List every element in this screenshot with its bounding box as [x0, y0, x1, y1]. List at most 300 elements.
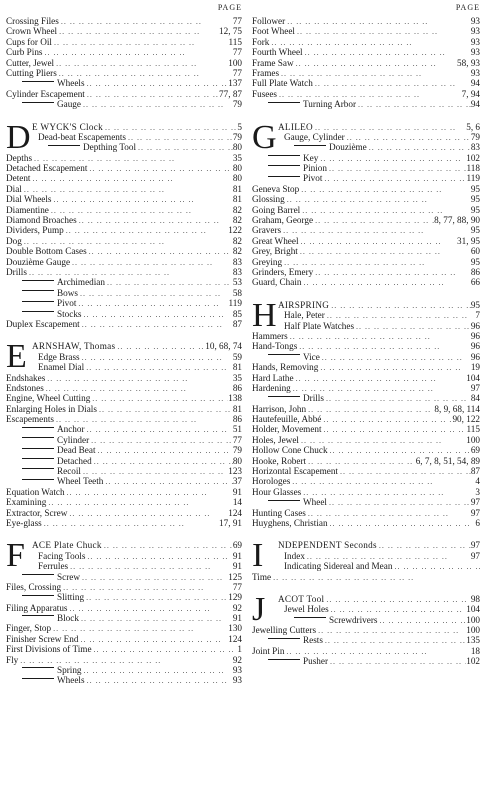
index-entry — [6, 37, 242, 47]
entry-page: 93 — [232, 675, 242, 686]
index-entry — [252, 184, 480, 194]
entry-term-text: Dead Beat — [57, 445, 96, 456]
index-entry — [252, 373, 480, 383]
index-entry — [252, 68, 480, 78]
index-entry — [6, 26, 242, 36]
entry-term — [252, 341, 297, 351]
dot-leader — [31, 174, 233, 184]
dot-leader — [80, 353, 233, 363]
entry-term-text: ALILEO — [278, 121, 313, 132]
entry-term — [6, 487, 65, 497]
entry-page: 93 — [470, 26, 480, 37]
dot-leader — [52, 38, 229, 48]
entry-term-text: Files, Crossing — [6, 581, 62, 592]
index-entry — [252, 205, 480, 215]
repeat-dash — [22, 448, 54, 449]
index-entry — [278, 615, 480, 625]
letter-section — [252, 296, 480, 529]
entry-term — [6, 173, 31, 183]
index-entry — [252, 352, 480, 362]
index-entry — [6, 518, 242, 528]
entry-term-text: Gauge, Cylinder — [284, 131, 345, 142]
entry-page: 95 — [470, 299, 480, 310]
entry-term — [6, 466, 81, 476]
entry-term-text: ACOT Tool — [278, 593, 325, 604]
entry-term — [32, 132, 126, 142]
entry-page: 96 — [470, 320, 480, 331]
entry-page: 80 — [232, 163, 242, 174]
entry-term-text: Hammers — [252, 330, 288, 341]
repeat-dash — [294, 145, 326, 146]
entry-term — [6, 153, 32, 163]
entry-page: 82 — [232, 235, 242, 246]
entry-term — [6, 267, 27, 277]
entry-term — [6, 194, 52, 204]
entry-term — [252, 424, 322, 434]
entry-term-text: Endstones — [6, 382, 44, 393]
dot-leader — [85, 676, 233, 686]
entry-page: 97 — [470, 540, 480, 551]
entry-term — [6, 518, 42, 528]
entry-term — [252, 518, 328, 528]
entry-term-text: Cups for Oil — [6, 36, 52, 47]
entry-term-text: Archimedian — [57, 277, 105, 288]
entry-term — [6, 435, 89, 445]
drop-cap-letter: J — [252, 590, 266, 628]
entry-term — [252, 99, 356, 109]
index-entry — [6, 383, 242, 393]
entry-term — [278, 321, 354, 331]
dot-leader — [78, 289, 233, 299]
dot-leader — [288, 332, 471, 342]
entry-term — [32, 341, 115, 351]
entry-page: 79 — [232, 445, 242, 456]
entry-term-text: Glossing — [252, 194, 285, 205]
entry-term — [252, 625, 316, 635]
entry-term — [252, 445, 328, 455]
index-entry — [6, 644, 242, 654]
entry-page: 84 — [470, 393, 480, 404]
entry-term-text: Index — [284, 550, 305, 561]
entry-term-text: Crown Wheel — [6, 26, 58, 37]
entry-term — [6, 26, 57, 36]
dot-leader — [377, 616, 466, 626]
entry-term-text: Dead-beat Escapements — [38, 131, 127, 142]
entry-term — [252, 331, 288, 341]
entry-term — [252, 16, 285, 26]
entry-list — [6, 338, 242, 528]
entry-term — [6, 572, 80, 582]
index-entry — [252, 26, 480, 36]
entry-term-text: Frames — [252, 67, 280, 78]
index-entry — [252, 435, 480, 445]
entry-term — [6, 414, 54, 424]
entry-term — [32, 362, 84, 372]
entry-page: 58, 93 — [457, 57, 480, 68]
entry-term-text: Wheel — [303, 497, 327, 508]
index-entry — [6, 487, 242, 497]
dot-leader — [65, 488, 233, 498]
entry-page: 96 — [470, 330, 480, 341]
entry-term — [252, 404, 306, 414]
entry-page: 82 — [232, 215, 242, 226]
entry-term-text: Bows — [57, 287, 78, 298]
entry-term — [6, 634, 78, 644]
entry-term-text: Extractor, Screw — [6, 507, 68, 518]
dot-leader — [97, 405, 233, 415]
entry-page: 138 — [228, 393, 242, 404]
entry-term — [6, 613, 79, 623]
entry-page: 122 — [228, 225, 242, 236]
entry-list — [252, 590, 480, 667]
entry-term — [6, 89, 85, 99]
entry-term — [252, 153, 318, 163]
entry-term-text: Enlarging Holes in Dials — [6, 403, 97, 414]
entry-term — [252, 393, 324, 403]
index-entry — [6, 78, 242, 88]
entry-term-text: Detached Escapement — [6, 163, 88, 174]
index-entry — [6, 508, 242, 518]
entry-term-text: Hour Glasses — [252, 486, 302, 497]
entry-term-text: Foot Wheel — [252, 26, 295, 37]
entry-page: 81 — [232, 362, 242, 373]
entry-term — [278, 540, 377, 550]
entry-term-text: Finger, Stop — [6, 623, 52, 634]
letter-section — [6, 338, 242, 528]
entry-page: 35 — [232, 152, 242, 163]
dot-leader — [320, 353, 471, 363]
repeat-dash — [22, 667, 54, 668]
index-entry — [6, 194, 242, 204]
entry-term — [6, 508, 67, 518]
entry-term-text: Edge Brass — [38, 351, 80, 362]
entry-term-text: Screw — [57, 571, 80, 582]
entry-term-text: AIRSPRING — [278, 299, 330, 310]
index-entry — [32, 362, 242, 372]
dot-leader — [87, 164, 232, 174]
repeat-dash — [22, 458, 54, 459]
entry-term-text: Greying — [252, 256, 283, 267]
entry-term-text: Fly — [6, 654, 19, 665]
dot-leader — [46, 498, 232, 508]
entry-term — [6, 277, 105, 287]
dot-leader — [126, 133, 233, 143]
index-entry — [6, 414, 242, 424]
entry-term — [6, 497, 46, 507]
index-entry — [252, 362, 480, 372]
dot-leader — [318, 154, 466, 164]
entry-list — [6, 16, 242, 110]
entry-term-text: Equation Watch — [6, 486, 65, 497]
dot-leader — [136, 143, 233, 153]
dot-leader — [81, 100, 233, 110]
index-entry — [6, 497, 242, 507]
entry-term-text: Jewelling Cutters — [252, 625, 317, 636]
entry-page: 10, 68, 74 — [205, 341, 242, 352]
dot-leader — [295, 27, 471, 37]
entry-term — [252, 456, 306, 466]
entry-term-text: Examining — [6, 497, 47, 508]
dot-leader — [377, 541, 471, 551]
index-entry — [6, 675, 242, 685]
entry-page: 82 — [232, 204, 242, 215]
index-entry — [252, 393, 480, 403]
repeat-dash — [268, 176, 300, 177]
dot-leader — [92, 645, 238, 655]
dot-leader — [285, 195, 471, 205]
index-entry — [32, 132, 242, 142]
letter-sections — [252, 118, 480, 667]
index-column-left — [6, 0, 242, 686]
entry-page: 95 — [470, 194, 480, 205]
entry-term — [6, 184, 22, 194]
entry-term — [6, 644, 92, 654]
entry-term — [252, 487, 301, 497]
entry-page: 137 — [228, 78, 242, 89]
entry-page: 100 — [466, 625, 480, 636]
dot-leader — [85, 552, 232, 562]
entry-page: 6, 7, 8, 51, 54, 89 — [415, 455, 480, 466]
entry-term-text: Screwdrivers — [329, 614, 378, 625]
entry-term-text: Recoil — [57, 466, 81, 477]
repeat-dash — [22, 427, 54, 428]
letter-section — [6, 537, 242, 686]
entry-term-text: Hands, Removing — [252, 362, 319, 373]
index-entry — [6, 613, 242, 623]
repeat-dash — [268, 659, 300, 660]
dot-leader — [354, 322, 471, 332]
index-entry — [278, 122, 480, 132]
dot-leader — [67, 509, 228, 519]
entry-term — [252, 184, 299, 194]
entry-page: 19 — [470, 362, 480, 373]
entry-term-text: Time — [252, 571, 272, 582]
entry-term — [6, 582, 61, 592]
dot-leader — [313, 268, 471, 278]
entry-page: 66 — [470, 277, 480, 288]
index-entry — [278, 561, 480, 571]
index-entry — [6, 173, 242, 183]
entry-term-text: Horologes — [252, 476, 291, 487]
entry-term — [278, 561, 392, 571]
index-entry — [252, 476, 480, 486]
entry-page: 97 — [470, 497, 480, 508]
entry-term — [252, 236, 299, 246]
entry-term — [6, 163, 87, 173]
index-entry — [6, 373, 242, 383]
entry-term-text: Pusher — [303, 656, 329, 667]
entry-page: 104 — [466, 604, 480, 615]
entry-term-text: Vice — [303, 351, 320, 362]
dot-leader — [301, 488, 475, 498]
dot-leader — [84, 363, 233, 373]
index-entry — [6, 277, 242, 287]
entry-term-text: Rests — [303, 635, 323, 646]
entry-term — [252, 508, 306, 518]
entry-term-text: Horizontal Escapement — [252, 466, 338, 477]
repeat-dash — [22, 81, 54, 82]
index-entry — [278, 321, 480, 331]
letter-section — [252, 537, 480, 582]
index-entry — [6, 309, 242, 319]
entry-page: 95 — [470, 204, 480, 215]
index-entry — [6, 603, 242, 613]
entry-term-text: Grey, Bright — [252, 246, 298, 257]
letter-section — [252, 590, 480, 667]
dot-leader — [313, 216, 434, 226]
index-entry — [252, 163, 480, 173]
index-entry — [32, 122, 242, 132]
entry-page: 118 — [466, 163, 480, 174]
entry-term-text: Holder, Movement — [252, 424, 322, 435]
dot-leader — [79, 614, 233, 624]
entry-term — [6, 665, 82, 675]
entry-term — [6, 603, 68, 613]
entry-term — [6, 58, 54, 68]
entry-page: 80 — [232, 142, 242, 153]
entry-page: 102 — [466, 152, 480, 163]
dot-leader — [322, 425, 467, 435]
entry-page: 53 — [232, 277, 242, 288]
entry-term-text: Eye-glass — [6, 517, 42, 528]
entry-term-text: Hollow Cone Chuck — [252, 445, 328, 456]
entry-term-text: NDEPENDENT Seconds — [278, 540, 377, 551]
entry-page: 12, 75 — [219, 26, 242, 37]
entry-term-text: Drills — [6, 266, 27, 277]
index-entry — [252, 257, 480, 267]
index-entry — [278, 142, 480, 152]
dot-leader — [294, 374, 467, 384]
entry-term-text: Geneva Stop — [252, 183, 300, 194]
entry-page: 60 — [470, 246, 480, 257]
index-entry — [6, 665, 242, 675]
entry-page: 98 — [470, 593, 480, 604]
entry-term-text: Spring — [57, 665, 82, 676]
index-entry — [6, 476, 242, 486]
repeat-dash — [22, 479, 54, 480]
dot-leader — [78, 635, 228, 645]
dot-leader — [52, 195, 233, 205]
index-entry — [6, 435, 242, 445]
dot-leader — [303, 48, 471, 58]
entry-term-text: Double Bottom Cases — [6, 246, 87, 257]
dot-leader — [299, 237, 458, 247]
entry-term — [6, 383, 44, 393]
index-entry — [278, 310, 480, 320]
entry-term-text: Fourth Wheel — [252, 47, 303, 58]
entry-page: 97 — [470, 382, 480, 393]
entry-term — [252, 572, 271, 582]
repeat-dash — [22, 595, 54, 596]
entry-term-text: Diamond Broaches — [6, 215, 77, 226]
dot-leader — [324, 595, 470, 605]
index-entry — [32, 352, 242, 362]
entry-page: 123 — [228, 466, 242, 477]
entry-term-text: Pivot — [57, 298, 77, 309]
entry-term — [252, 414, 321, 424]
entry-page: 77 — [232, 581, 242, 592]
dot-leader — [299, 185, 471, 195]
entry-page: 8, 9, 68, 114 — [434, 403, 480, 414]
entry-page: 91 — [232, 486, 242, 497]
repeat-dash — [268, 354, 300, 355]
entry-term-text: Facing Tools — [38, 550, 86, 561]
index-entry — [252, 424, 480, 434]
entry-term — [6, 456, 92, 466]
index-entry — [252, 414, 480, 424]
entry-page: 58 — [232, 287, 242, 298]
entry-page: 77, 87 — [219, 88, 242, 99]
index-entry — [252, 246, 480, 256]
repeat-dash — [22, 102, 54, 103]
entry-term-text: Half Plate Watches — [284, 320, 355, 331]
entry-term — [32, 561, 68, 571]
entry-page: 124 — [228, 507, 242, 518]
entry-page: 93 — [470, 36, 480, 47]
dot-leader — [82, 666, 233, 676]
entry-term-text: Full Plate Watch — [252, 78, 313, 89]
entry-term — [6, 404, 97, 414]
entry-page: 77 — [232, 434, 242, 445]
entry-term — [252, 68, 279, 78]
index-entry — [6, 445, 242, 455]
entry-page: 95 — [470, 256, 480, 267]
entry-page: 86 — [470, 266, 480, 277]
drop-cap-letter: D — [6, 118, 31, 156]
dot-leader — [85, 425, 233, 435]
entry-term-text: Cutting Pliers — [6, 67, 57, 78]
entry-page: 59 — [232, 351, 242, 362]
entry-term-text: Harrison, John — [252, 403, 307, 414]
entry-term-text: Duplex Escapement — [6, 318, 80, 329]
entry-term-text: Detent — [6, 173, 31, 184]
entry-page: 80 — [232, 173, 242, 184]
index-entry — [252, 277, 480, 287]
entry-term-text: Gauge — [57, 99, 81, 110]
page-column-header: PAGE — [455, 3, 480, 12]
entry-term-text: Douzième — [329, 142, 367, 153]
dot-leader — [356, 100, 471, 110]
entry-page: 93 — [470, 47, 480, 58]
entry-term-text: Cutter, Jewel — [6, 57, 55, 68]
entry-term — [32, 352, 80, 362]
entry-term-text: Turning Arbor — [303, 99, 357, 110]
entry-term — [6, 37, 52, 47]
entry-term — [6, 215, 77, 225]
index-entry — [252, 99, 480, 109]
entry-term — [252, 497, 327, 507]
entry-term-text: Key — [303, 152, 319, 163]
entry-term-text: Curb Pins — [6, 47, 43, 58]
index-entry — [252, 153, 480, 163]
index-entry — [278, 300, 480, 310]
entry-page: 77 — [232, 67, 242, 78]
entry-page: 80 — [232, 455, 242, 466]
index-entry — [6, 246, 242, 256]
entry-term — [252, 362, 318, 372]
entry-page: 81 — [232, 183, 242, 194]
index-entry — [6, 47, 242, 57]
index-entry — [6, 466, 242, 476]
index-entry — [6, 99, 242, 109]
entry-list — [252, 296, 480, 529]
entry-page: 100 — [466, 434, 480, 445]
entry-term — [6, 288, 78, 298]
entry-list — [252, 118, 480, 288]
entry-term — [6, 373, 45, 383]
index-entry — [6, 184, 242, 194]
index-entry — [252, 47, 480, 57]
